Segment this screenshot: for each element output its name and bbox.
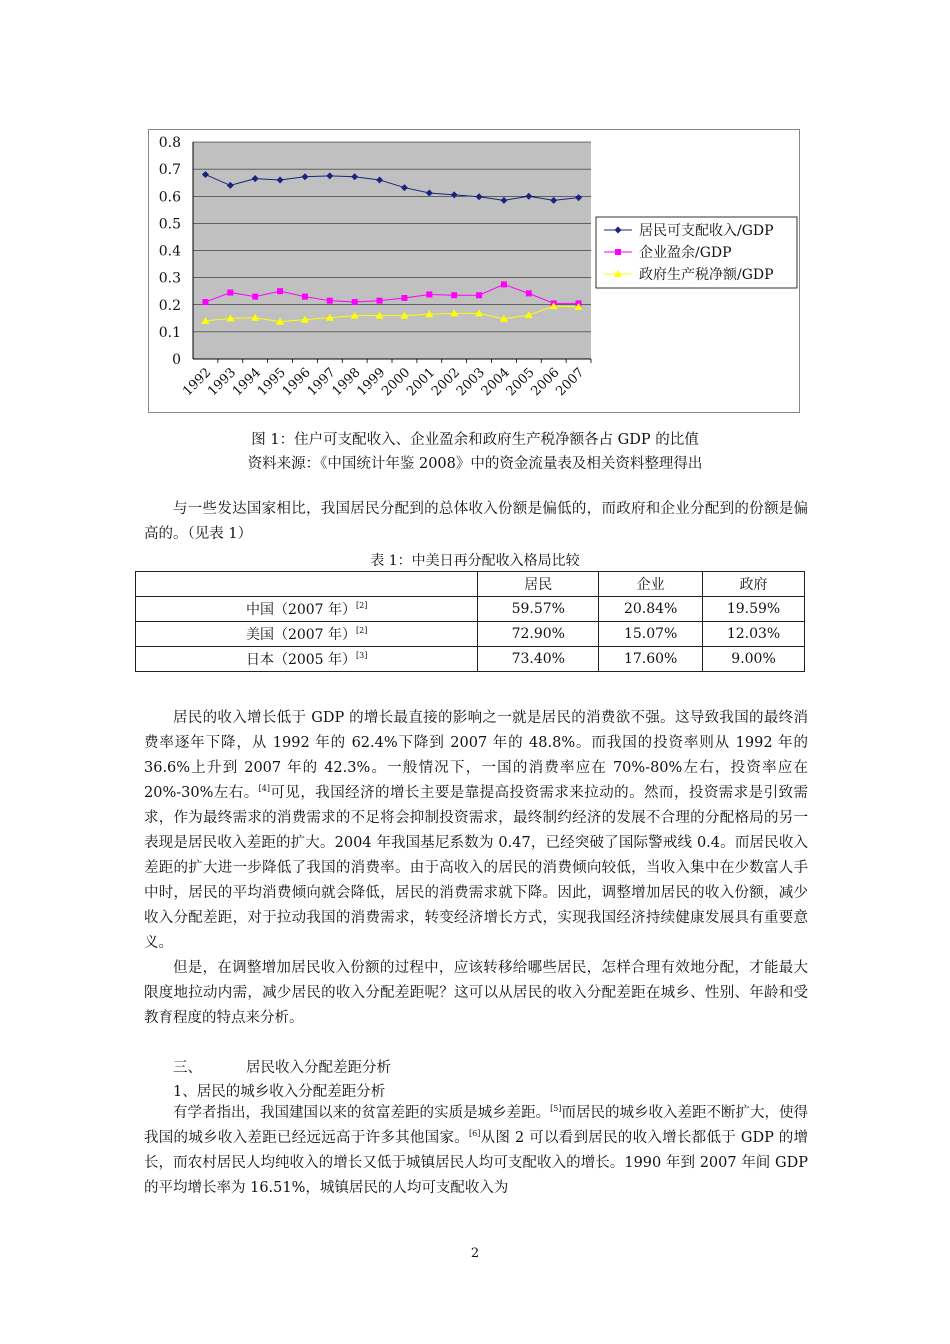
comparison-table bbox=[135, 571, 805, 672]
table-cell: 59.57% bbox=[478, 597, 599, 622]
data-point bbox=[377, 298, 383, 304]
data-point bbox=[227, 290, 233, 296]
table-header-cell: 企业 bbox=[599, 572, 703, 597]
table-row bbox=[136, 622, 805, 647]
x-tick-label: 2003 bbox=[453, 365, 488, 400]
table-cell: 12.03% bbox=[703, 622, 805, 647]
page-number: 2 bbox=[470, 1246, 480, 1261]
data-point bbox=[501, 281, 507, 287]
data-point bbox=[476, 292, 482, 298]
y-tick-label: 0.4 bbox=[158, 243, 181, 260]
table-cell: 9.00% bbox=[703, 647, 805, 672]
paragraph-1: 与一些发达国家相比，我国居民分配到的总体收入份额是偏低的，而政府和企业分配到的份额是偏高的。（见表 1） bbox=[144, 501, 808, 542]
x-tick-label: 2000 bbox=[379, 365, 414, 400]
x-tick-label: 2002 bbox=[429, 365, 464, 400]
table-cell: 17.60% bbox=[599, 647, 703, 672]
y-tick-label: 0.6 bbox=[158, 189, 181, 206]
x-tick-label: 2006 bbox=[528, 365, 563, 400]
legend-label: 政府生产税净额/GDP bbox=[639, 267, 774, 283]
section-title: 居民收入分配差距分析 bbox=[246, 1060, 391, 1076]
y-tick-label: 0.7 bbox=[158, 162, 181, 179]
subsection-title: 1、居民的城乡收入分配差距分析 bbox=[173, 1084, 386, 1100]
figure-caption: 图 1：住户可支配收入、企业盈余和政府生产税净额各占 GDP 的比值 bbox=[251, 432, 699, 448]
data-point bbox=[302, 294, 308, 300]
data-point bbox=[426, 291, 432, 297]
data-point bbox=[526, 290, 532, 296]
y-tick-label: 0.1 bbox=[158, 324, 181, 341]
table-cell: 20.84% bbox=[599, 597, 703, 622]
row-label: 美国（2007 年）[2] bbox=[136, 622, 478, 647]
row-label: 中国（2007 年）[2] bbox=[136, 597, 478, 622]
table-header-cell: 居民 bbox=[478, 572, 599, 597]
table-cell: 73.40% bbox=[478, 647, 599, 672]
table-cell: 15.07% bbox=[599, 622, 703, 647]
y-tick-label: 0.2 bbox=[158, 297, 181, 314]
row-label: 日本（2005 年）[3] bbox=[136, 647, 478, 672]
x-tick-label: 1999 bbox=[354, 365, 389, 400]
x-tick-label: 1998 bbox=[329, 365, 364, 400]
y-tick-label: 0 bbox=[172, 352, 181, 368]
line-chart bbox=[149, 130, 799, 412]
y-tick-label: 0.5 bbox=[158, 216, 181, 233]
table-header-cell bbox=[136, 572, 478, 597]
x-tick-label: 1997 bbox=[304, 365, 339, 400]
figure-chart bbox=[148, 129, 800, 413]
legend-label: 居民可支配收入/GDP bbox=[639, 223, 774, 239]
legend-marker bbox=[615, 249, 621, 255]
y-tick-label: 0.8 bbox=[158, 135, 181, 151]
x-tick-label: 1992 bbox=[180, 365, 215, 400]
data-point bbox=[401, 295, 407, 301]
table-row bbox=[136, 597, 805, 622]
table-cell: 19.59% bbox=[703, 597, 805, 622]
x-tick-label: 2004 bbox=[478, 365, 513, 400]
x-tick-label: 1996 bbox=[279, 365, 314, 400]
data-point bbox=[352, 299, 358, 305]
data-point bbox=[327, 298, 333, 304]
table-header-cell: 政府 bbox=[703, 572, 805, 597]
x-tick-label: 1993 bbox=[205, 365, 240, 400]
data-point bbox=[202, 299, 208, 305]
paragraph-4: 有学者指出，我国建国以来的贫富差距的实质是城乡差距。[5]而居民的城乡收入差距不断扩大，使得我国的城乡收入差距已经远远高于许多其他国家。[6]从图 2 可以看到居民的收入增长都低于 GDP 的增长，而农村居民人均纯收入的增长又低于城镇居民人均可支配收入的增长。1990 年到 2007 年间 GDP 的平均增长率为 16.51%，城镇居民的人均可支配收入为 bbox=[144, 1104, 808, 1196]
figure-source: 资料来源：《中国统计年鉴 2008》中的资金流量表及相关资料整理得出 bbox=[247, 456, 703, 472]
table-row bbox=[136, 647, 805, 672]
table-header-row bbox=[136, 572, 805, 597]
x-tick-label: 1994 bbox=[230, 365, 265, 400]
table-title: 表 1：中美日再分配收入格局比较 bbox=[370, 553, 580, 569]
table-cell: 72.90% bbox=[478, 622, 599, 647]
section-number: 三、 bbox=[173, 1060, 202, 1076]
y-tick-label: 0.3 bbox=[158, 270, 181, 287]
x-tick-label: 1995 bbox=[254, 365, 289, 400]
data-point bbox=[252, 294, 258, 300]
x-tick-label: 2001 bbox=[404, 365, 439, 400]
data-point bbox=[451, 292, 457, 298]
paragraph-2: 居民的收入增长低于 GDP 的增长最直接的影响之一就是居民的消费欲不强。这导致我国的最终消费率逐年下降，从 1992 年的 62.4%下降到 2007 年的 48.8%。而我国的投资率则从 1992 年的 36.6%上升到 2007 年的 42.3%。一般情况下，一国的消费率应在 70%-80%左右，投资率应在 20%-30%左右。[4]可见，我国经济的增长主要是靠提高投资需求来拉动的。然而，投资需求是引致需求，作为最终需求的消费需求的不足将会抑制投资需求，最终制约经济的发展不合理的分配格局的另一表现是居民收入差距的扩大。2004 年我国基尼系数为 0.47，已经突破了国际警戒线 0.4。而居民收入差距的扩大进一步降低了我国的消费率。由于高收入的居民的消费倾向较低，当收入集中在少数富人手中时，居民的平均消费倾向就会降低，居民的消费需求就下降。因此，调整增加居民的收入份额，减少收入分配差距，对于拉动我国的消费需求，转变经济增长方式，实现我国经济持续健康发展具有重要意义。 bbox=[144, 710, 808, 951]
x-tick-label: 2007 bbox=[553, 365, 588, 400]
data-point bbox=[277, 288, 283, 294]
x-tick-label: 2005 bbox=[503, 365, 538, 400]
paragraph-3: 但是，在调整增加居民收入份额的过程中，应该转移给哪些居民，怎样合理有效地分配，才能最大限度地拉动内需，减少居民的收入分配差距呢？这可以从居民的收入分配差距在城乡、性别、年龄和受教育程度的特点来分析。 bbox=[144, 960, 808, 1026]
legend-label: 企业盈余/GDP bbox=[639, 245, 732, 261]
